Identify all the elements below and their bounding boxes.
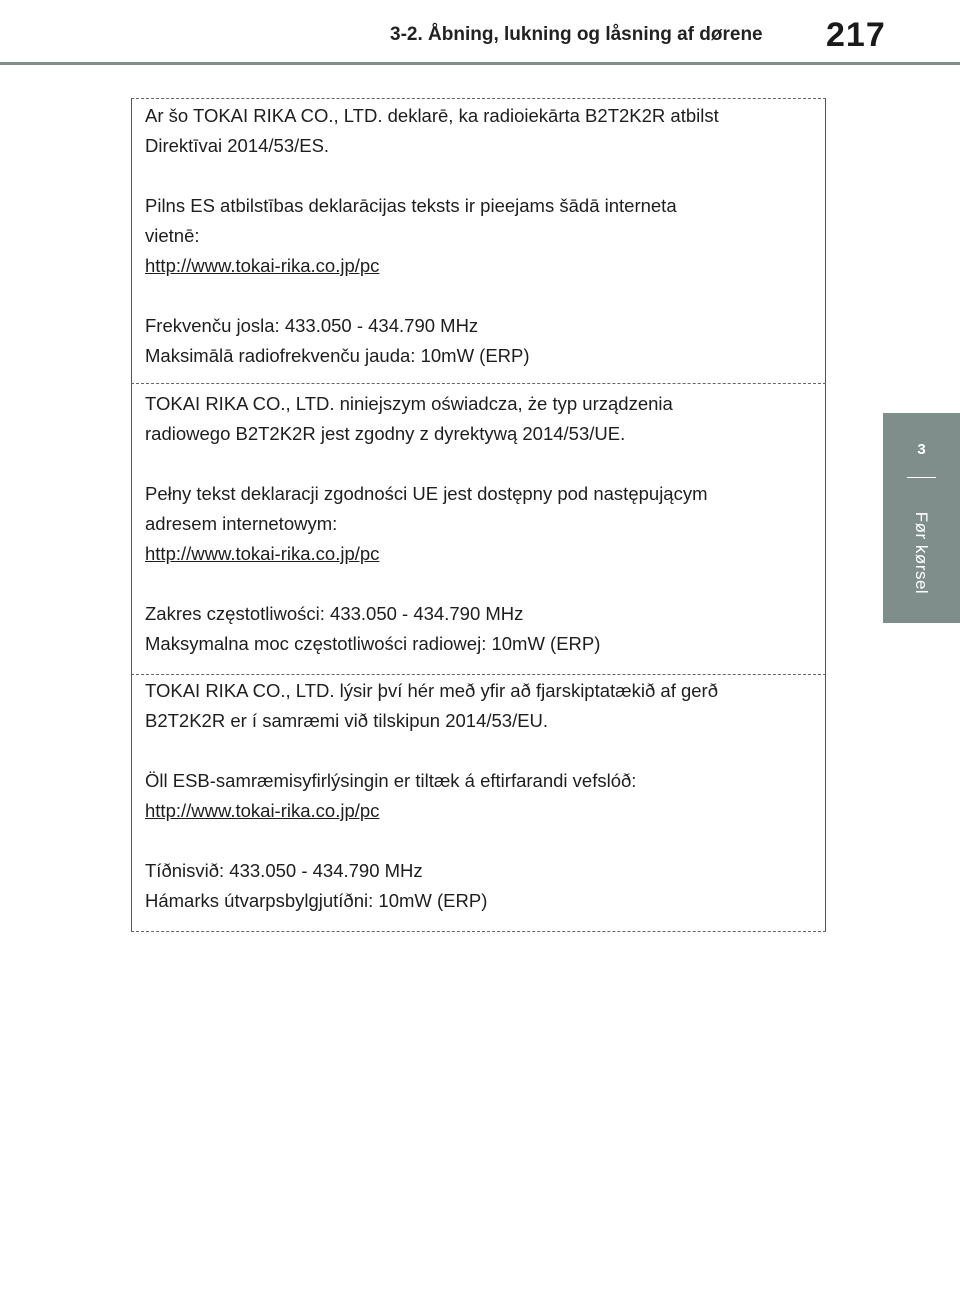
declaration-line: TOKAI RIKA CO., LTD. lýsir því hér með yfir að fjarskiptatækið af gerð	[145, 680, 719, 701]
table-row-divider	[131, 383, 826, 384]
max-power: Maksimālā radiofrekvenču jauda: 10mW (ERP)	[145, 345, 530, 366]
full-text-intro-line: adresem internetowym:	[145, 513, 338, 534]
table-bottom-border	[131, 931, 826, 932]
declaration-line: radiowego B2T2K2R jest zgodny z dyrektywą 2014/53/UE.	[145, 423, 626, 444]
declaration-section-latvian	[145, 101, 790, 371]
declaration-url-link[interactable]: http://www.tokai-rika.co.jp/pc	[145, 543, 380, 564]
section-title: 3-2. Åbning, lukning og låsning af dørene	[390, 24, 763, 45]
declaration-line: Direktīvai 2014/53/ES.	[145, 135, 330, 156]
page-number: 217	[826, 16, 886, 54]
full-text-intro-line: vietnē:	[145, 225, 200, 246]
declaration-section-polish	[145, 389, 790, 659]
full-text-intro-line: Pełny tekst deklaracji zgodności UE jest dostępny pod następującym	[145, 483, 708, 504]
full-text-intro-line: Öll ESB-samræmisyfirlýsingin er tiltæk á eftirfarandi vefslóð:	[145, 770, 637, 791]
declaration-url-link[interactable]: http://www.tokai-rika.co.jp/pc	[145, 255, 380, 276]
table-top-border	[131, 98, 826, 99]
frequency-band: Zakres częstotliwości: 433.050 - 434.790 MHz	[145, 603, 524, 624]
frequency-band: Frekvenču josla: 433.050 - 434.790 MHz	[145, 315, 479, 336]
declaration-line: Ar šo TOKAI RIKA CO., LTD. deklarē, ka radioiekārta B2T2K2R atbilst	[145, 105, 719, 126]
chapter-tab	[883, 413, 960, 623]
frequency-band: Tíðnisvið: 433.050 - 434.790 MHz	[145, 860, 423, 881]
chapter-tab-divider	[907, 477, 936, 478]
declaration-line: B2T2K2R er í samræmi við tilskipun 2014/53/EU.	[145, 710, 549, 731]
max-power: Maksymalna moc częstotliwości radiowej: 10mW (ERP)	[145, 633, 601, 654]
chapter-label: Før kørsel	[912, 511, 931, 595]
full-text-intro-line: Pilns ES atbilstības deklarācijas teksts ir pieejams šādā interneta	[145, 195, 677, 216]
declaration-section-icelandic	[145, 676, 790, 916]
header-rule	[0, 62, 960, 65]
table-row-divider	[131, 674, 826, 675]
chapter-number: 3	[917, 441, 926, 458]
max-power: Hámarks útvarpsbylgjutíðni: 10mW (ERP)	[145, 890, 488, 911]
declaration-url-link[interactable]: http://www.tokai-rika.co.jp/pc	[145, 800, 380, 821]
declaration-line: TOKAI RIKA CO., LTD. niniejszym oświadcza, że typ urządzenia	[145, 393, 673, 414]
